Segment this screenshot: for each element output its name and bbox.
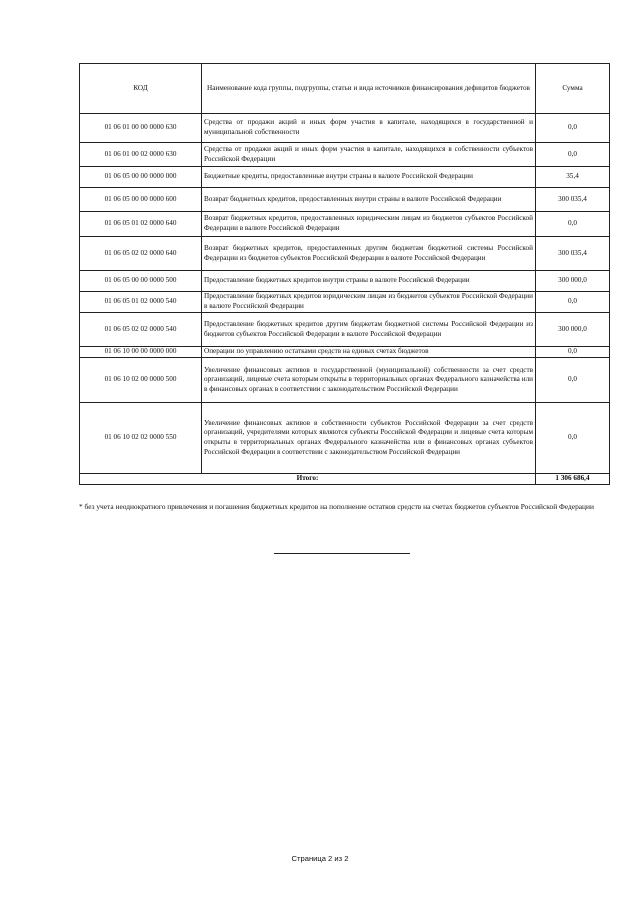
row-sum: 0,0: [536, 347, 610, 358]
row-sum: 0,0: [536, 358, 610, 403]
table-row: [80, 292, 610, 313]
row-code: 01 06 01 00 00 0000 630: [80, 114, 202, 143]
sources-table: [79, 63, 610, 485]
row-code: 01 06 10 02 00 0000 500: [80, 358, 202, 403]
row-sum: 300 000,0: [536, 271, 610, 292]
table-row: [80, 403, 610, 474]
row-sum: 0,0: [536, 292, 610, 313]
row-code: 01 06 05 01 02 0000 540: [80, 292, 202, 313]
table-row: [80, 114, 610, 143]
row-code: 01 06 05 00 00 0000 500: [80, 271, 202, 292]
row-name: Увеличение финансовых активов в государственной (муниципальной) собственности за счет средств организаций, лицевые счета которым открыты в территориальных органах Федерального казначейства или в финансовых органах в соответствии с законодательством Российской Федерации: [202, 358, 536, 403]
row-sum: 300 035,4: [536, 188, 610, 212]
table-row: [80, 271, 610, 292]
row-name: Возврат бюджетных кредитов, предоставленных юридическим лицам из бюджетов субъектов Российской Федерации в валюте Российской Федерации: [202, 212, 536, 237]
header-name: Наименование кода группы, подгруппы, статьи и вида источников финансирования дефицитов бюджетов: [202, 64, 536, 114]
row-sum: 0,0: [536, 114, 610, 143]
total-label: Итого:: [80, 474, 536, 485]
row-code: 01 06 10 02 02 0000 550: [80, 403, 202, 474]
row-code: 01 06 05 00 00 0000 600: [80, 188, 202, 212]
row-code: 01 06 05 02 02 0000 640: [80, 237, 202, 271]
page-number: Страница 2 из 2: [291, 854, 349, 863]
row-name: Увеличение финансовых активов в собственности субъектов Российской Федерации за счет средств организаций, учредителями которых являются субъекты Российской Федерации и лицевые счета которым открыты в территориальных органах Федерального казначейства или в финансовых органах субъектов Российской Федерации в соответствии с законодательством Российской Федерации: [202, 403, 536, 474]
row-sum: 300 000,0: [536, 313, 610, 347]
row-name: Предоставление бюджетных кредитов внутри страны в валюте Российской Федерации: [202, 271, 536, 292]
table-row: [80, 347, 610, 358]
table-row: [80, 188, 610, 212]
row-name: Операции по управлению остатками средств на единых счетах бюджетов: [202, 347, 536, 358]
table-row: [80, 358, 610, 403]
table-row: [80, 237, 610, 271]
row-code: 01 06 05 00 00 0000 000: [80, 167, 202, 188]
row-name: Предоставление бюджетных кредитов другим бюджетам бюджетной системы Российской Федерации из бюджетов субъектов Российской Федерации в валюте Российской Федерации: [202, 313, 536, 347]
table-row: [80, 212, 610, 237]
table-row: [80, 313, 610, 347]
separator-line: [274, 553, 410, 554]
row-sum: 0,0: [536, 143, 610, 167]
row-sum: 300 035,4: [536, 237, 610, 271]
row-name: Средства от продажи акций и иных форм участия в капитале, находящихся в государственной и муниципальной собственности: [202, 114, 536, 143]
row-sum: 0,0: [536, 403, 610, 474]
footnote: * без учета неоднократного привлечения и погашения бюджетных кредитов на пополнение остатков средств на счетах бюджетов субъектов Российской Федерации: [79, 502, 594, 511]
table-row: [80, 167, 610, 188]
table-header-row: [80, 64, 610, 114]
row-name: Возврат бюджетных кредитов, предоставленных другим бюджетам бюджетной системы Российской Федерации из бюджетов субъектов Российской Федерации в валюте Российской Федерации: [202, 237, 536, 271]
total-sum: 1 306 686,4: [536, 474, 610, 485]
header-sum: Сумма: [536, 64, 610, 114]
total-row: [80, 474, 610, 485]
row-name: Средства от продажи акций и иных форм участия в капитале, находящихся в собственности субъектов Российской Федерации: [202, 143, 536, 167]
row-code: 01 06 10 00 00 0000 000: [80, 347, 202, 358]
row-sum: 0,0: [536, 212, 610, 237]
row-name: Бюджетные кредиты, предоставленные внутри страны в валюте Российской Федерации: [202, 167, 536, 188]
table-row: [80, 143, 610, 167]
row-sum: 35,4: [536, 167, 610, 188]
row-code: 01 06 05 02 02 0000 540: [80, 313, 202, 347]
row-code: 01 06 05 01 02 0000 640: [80, 212, 202, 237]
row-name: Предоставление бюджетных кредитов юридическим лицам из бюджетов субъектов Российской Федерации в валюте Российской Федерации: [202, 292, 536, 313]
row-name: Возврат бюджетных кредитов, предоставленных внутри страны в валюте Российской Федерации: [202, 188, 536, 212]
header-code: КОД: [80, 64, 202, 114]
row-code: 01 06 01 00 02 0000 630: [80, 143, 202, 167]
